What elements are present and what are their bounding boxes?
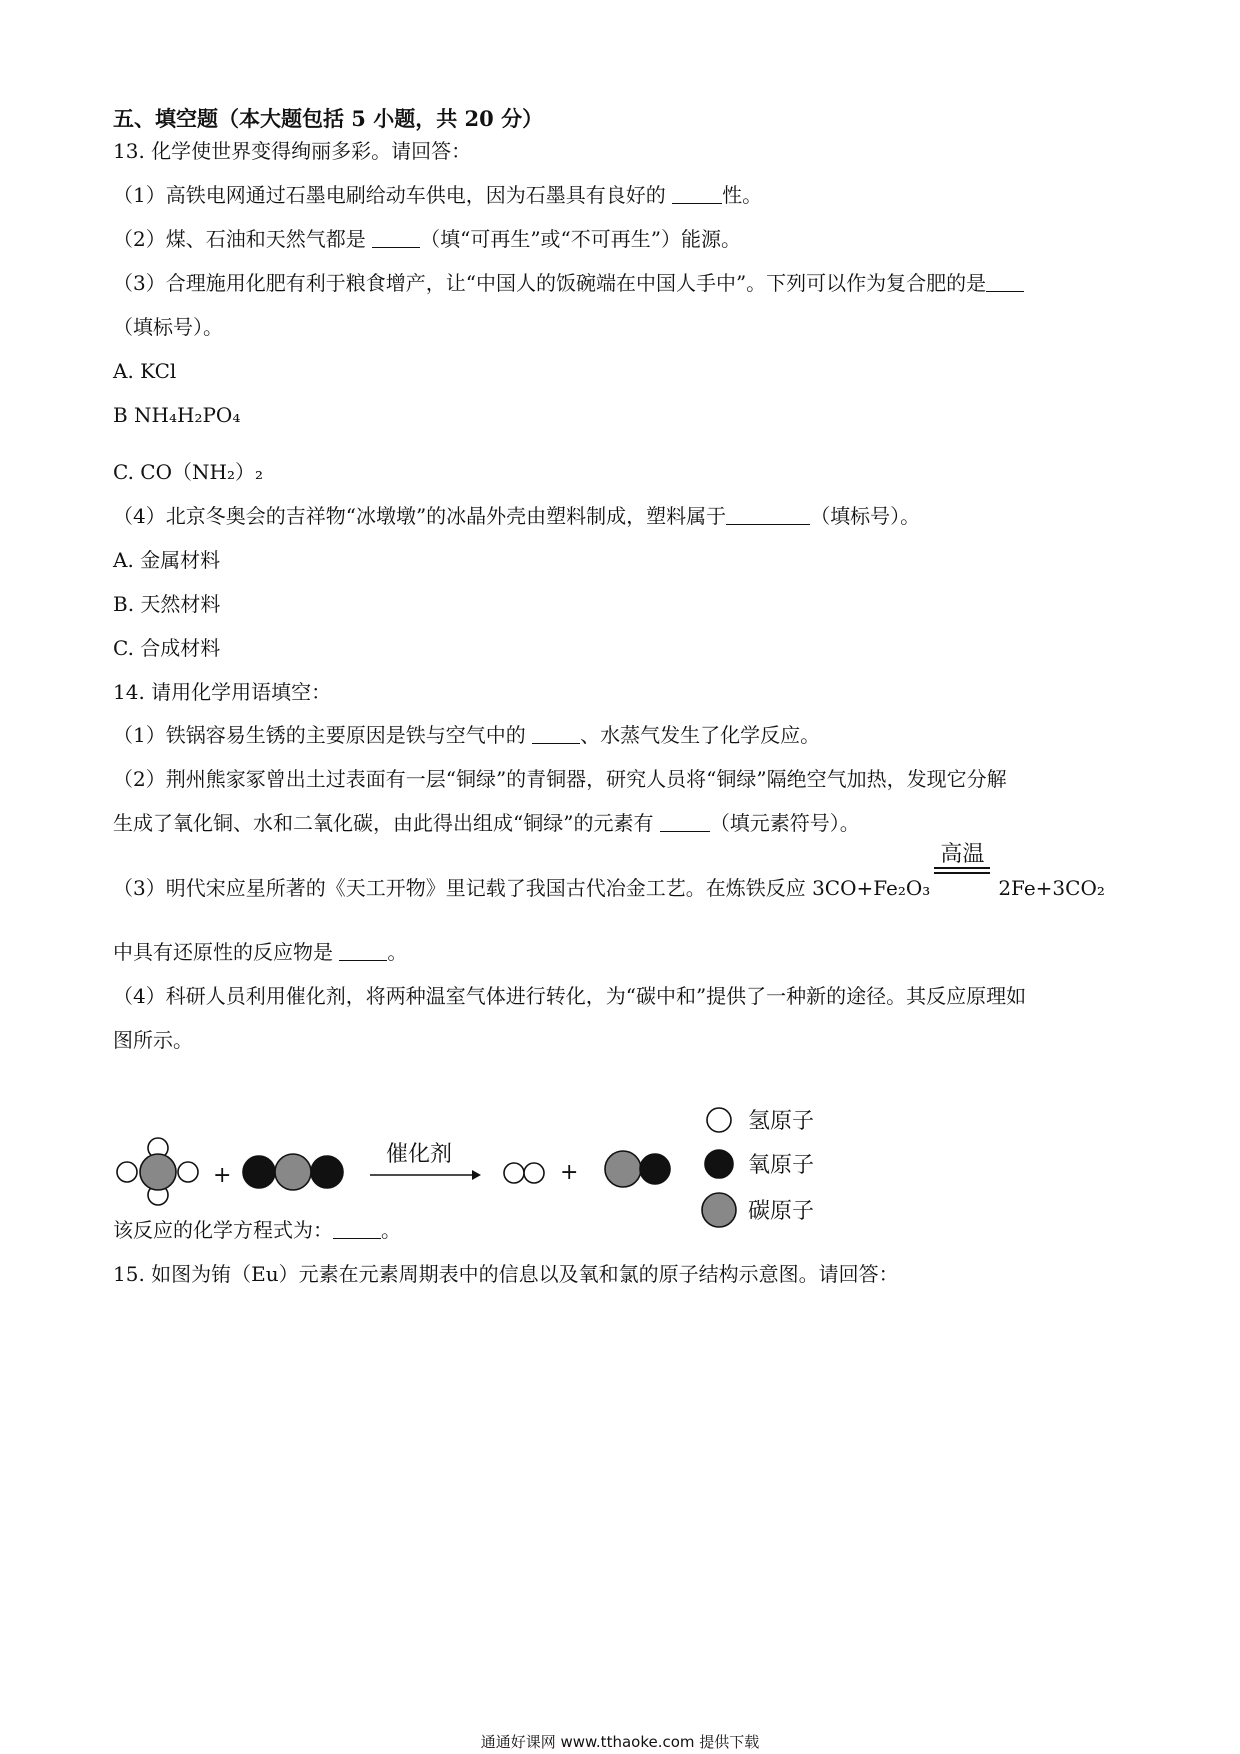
q13-stem: 13. 化学使世界变得绚丽多彩。请回答： <box>113 139 472 163</box>
q14-part1 <box>113 723 820 747</box>
q13-part1-text: （1）高铁电网通过石墨电刷给动车供电，因为石墨具有良好的 <box>113 183 673 207</box>
q14-part1-suffix: 、水蒸气发生了化学反应。 <box>580 723 821 747</box>
methane-molecule-hydrogen-atom <box>178 1162 198 1182</box>
legend-oxygen-icon <box>705 1150 733 1178</box>
q14-part4-line2: 图所示。 <box>113 1028 193 1052</box>
q13-part3-text: （3）合理施用化肥有利于粮食增产，让“中国人的饭碗端在中国人手中”。下列可以作为复合肥的是 <box>113 271 987 295</box>
q13-part4-text: （4）北京冬奥会的吉祥物“冰墩墩”的冰晶外壳由塑料制成，塑料属于 <box>113 504 727 528</box>
q13-part2-suffix: （填“可再生”或“不可再生”）能源。 <box>420 227 741 251</box>
carbon-monoxide-oxygen-atom <box>640 1154 670 1184</box>
q13-part1 <box>113 183 762 207</box>
catalyst-label: 催化剂 <box>386 1142 453 1167</box>
hydrogen-molecule-atom <box>504 1163 524 1183</box>
answer-blank[interactable] <box>672 185 722 204</box>
page-footer: 通通好课网 www.tthaoke.com 提供下载 <box>480 1733 760 1751</box>
arrow-head <box>472 1170 481 1180</box>
q13-part3-cont: （填标号）。 <box>113 315 223 339</box>
q13-part4 <box>113 504 920 528</box>
q14-part2-suffix: （填元素符号）。 <box>709 811 860 835</box>
q14-part2-line2 <box>113 811 860 835</box>
answer-blank[interactable] <box>726 506 810 525</box>
q15-stem: 15. 如图为铕（Eu）元素在元素周期表中的信息以及氧和氯的原子结构示意图。请回答： <box>113 1262 899 1286</box>
q13-part3 <box>113 271 1024 295</box>
q14-part1-text: （1）铁锅容易生锈的主要原因是铁与空气中的 <box>113 723 533 747</box>
equals-bar <box>934 867 990 869</box>
carbon-monoxide-carbon-atom <box>605 1151 641 1187</box>
q14-part2-line1: （2）荆州熊家冢曾出土过表面有一层“铜绿”的青铜器，研究人员将“铜绿”隔绝空气加热，发现它分解 <box>113 767 1007 791</box>
legend-carbon-icon <box>702 1193 736 1227</box>
q14-part5 <box>113 1218 401 1242</box>
q13-part4-option-b: B. 天然材料 <box>113 592 221 616</box>
q13-option-b: B NH₄H₂PO₄ <box>113 403 241 427</box>
plus-sign: + <box>213 1163 232 1188</box>
q14-part2-text: 生成了氧化铜、水和二氧化碳，由此得出组成“铜绿”的元素有 <box>113 811 660 835</box>
q14-part5-text: 该反应的化学方程式为： <box>113 1218 333 1242</box>
q14-stem: 14. 请用化学用语填空： <box>113 680 332 704</box>
equals-bar <box>934 872 990 874</box>
q14-part3-text: （3）明代宋应星所著的《天工开物》里记载了我国古代冶金工艺。在炼铁反应 3CO+Fe₂O₃ <box>113 876 931 900</box>
q14-part4-line1: （4）科研人员利用催化剂，将两种温室气体进行转化，为“碳中和”提供了一种新的途径。其反应原理如 <box>113 984 1027 1008</box>
hydrogen-molecule-atom <box>524 1163 544 1183</box>
q13-part2-text: （2）煤、石油和天然气都是 <box>113 227 373 251</box>
answer-blank[interactable] <box>333 1220 381 1239</box>
answer-blank[interactable] <box>372 229 420 248</box>
q14-part3-products: 2Fe+3CO₂ <box>998 876 1105 900</box>
reaction-condition-label: 高温 <box>940 842 985 867</box>
q13-part4-suffix: （填标号）。 <box>810 504 921 528</box>
answer-blank[interactable] <box>339 942 387 961</box>
reaction-diagram <box>0 1065 1240 1224</box>
q14-part3-line2-suffix: 。 <box>387 940 408 964</box>
q13-part1-suffix: 性。 <box>722 183 763 207</box>
legend-carbon-label: 碳原子 <box>748 1199 815 1224</box>
carbon-dioxide-carbon-atom <box>275 1154 311 1190</box>
methane-molecule-carbon-atom <box>140 1154 176 1190</box>
legend-hydrogen-label: 氢原子 <box>748 1109 815 1134</box>
legend-oxygen-label: 氧原子 <box>748 1153 815 1178</box>
answer-blank[interactable] <box>660 813 710 832</box>
q13-option-a: A. KCl <box>113 359 177 383</box>
q13-part4-option-a: A. 金属材料 <box>113 548 221 572</box>
q14-part3 <box>113 842 1105 900</box>
q14-part3-line2-text: 中具有还原性的反应物是 <box>113 940 340 964</box>
section-heading: 五、填空题（本大题包括 5 小题，共 20 分） <box>113 106 544 131</box>
q13-part4-option-c: C. 合成材料 <box>113 636 221 660</box>
q14-part3-line2 <box>113 940 407 964</box>
reaction-condition <box>934 842 992 900</box>
q13-option-c: C. CO（NH₂）₂ <box>113 460 263 484</box>
plus-sign: + <box>560 1160 579 1185</box>
legend-hydrogen-icon <box>707 1108 731 1132</box>
carbon-dioxide-oxygen-atom <box>311 1156 343 1188</box>
answer-blank[interactable] <box>986 273 1024 292</box>
methane-molecule-hydrogen-atom <box>117 1162 137 1182</box>
answer-blank[interactable] <box>532 725 580 744</box>
carbon-dioxide-oxygen-atom <box>243 1156 275 1188</box>
q13-part2 <box>113 227 741 251</box>
q14-part5-suffix: 。 <box>381 1218 401 1242</box>
